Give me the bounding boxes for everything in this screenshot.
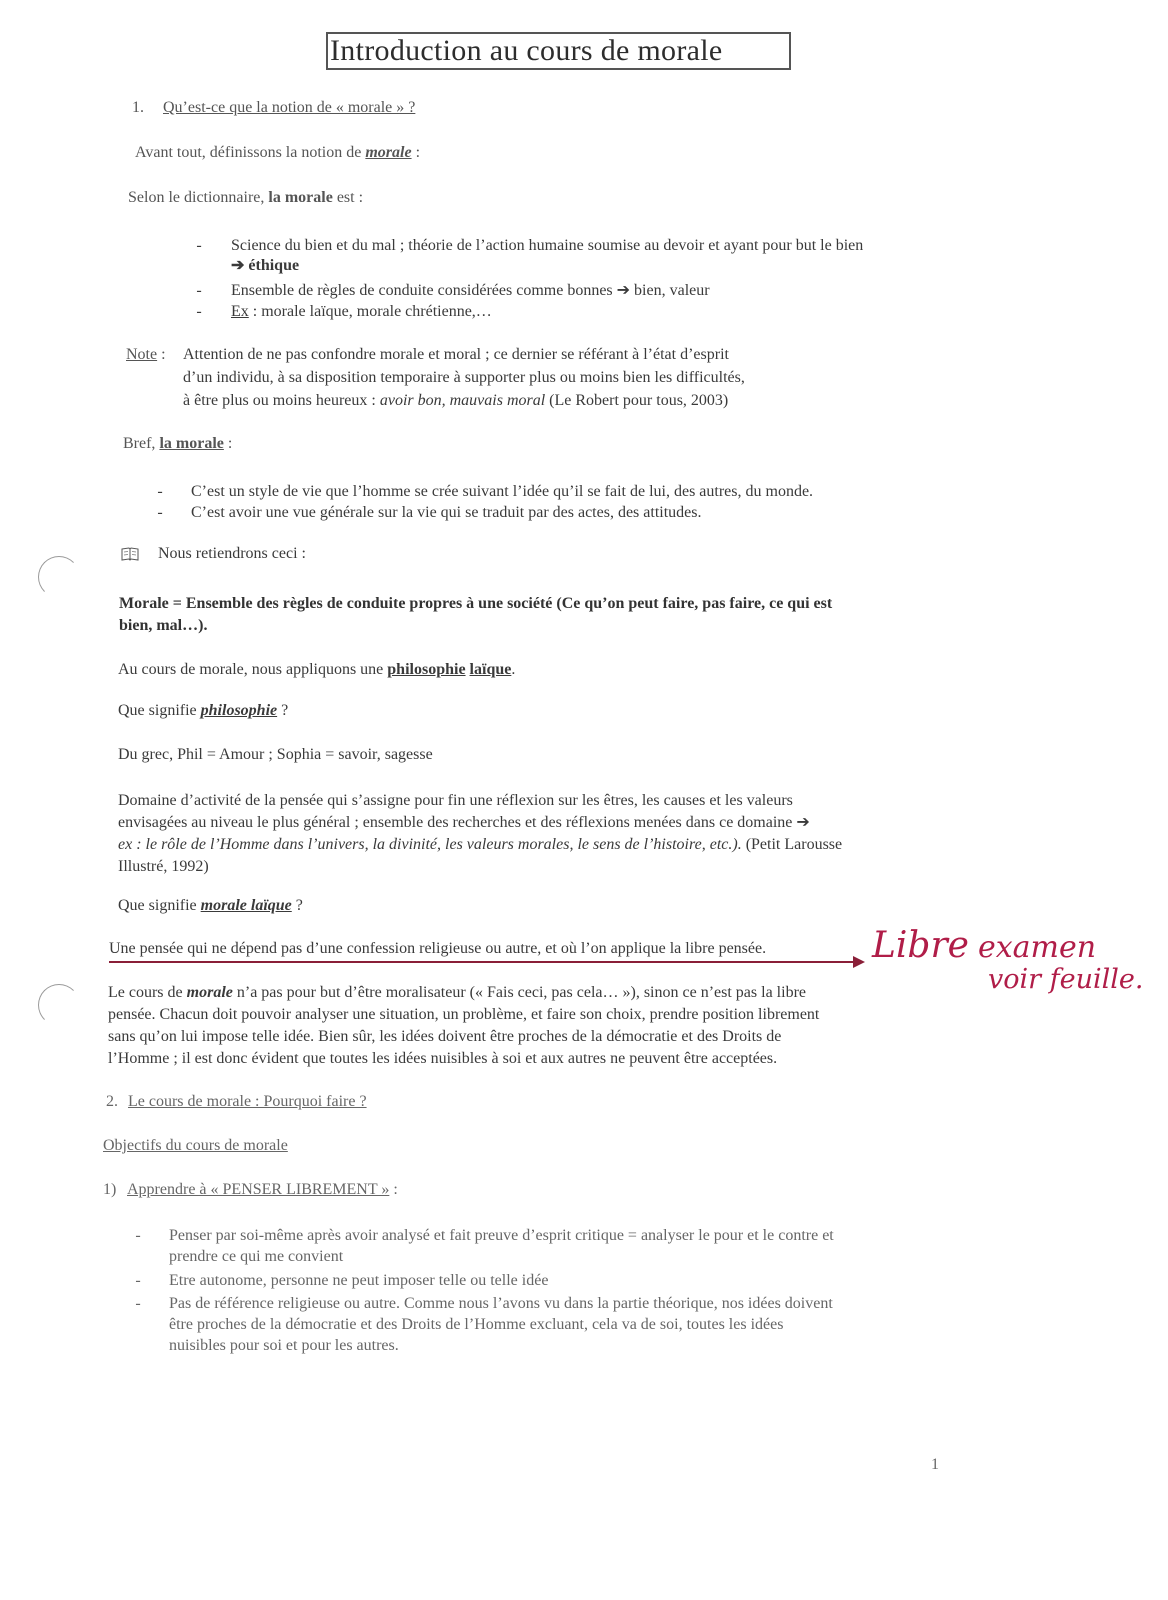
objective-1-title: Apprendre à « PENSER LIBREMENT » — [127, 1181, 390, 1198]
note-line-2: d’un individu, à sa disposition temporaire à supporter plus ou moins bien les difficultés, — [183, 369, 745, 386]
definition-bullet-3 — [231, 302, 492, 322]
dictionary-term: la morale — [268, 189, 333, 206]
bullet-dash: - — [135, 1295, 141, 1312]
morale-definition-line-2: bien, mal…). — [119, 617, 208, 634]
page-title: Introduction au cours de morale — [326, 32, 791, 70]
bullet-dash: - — [135, 1227, 141, 1244]
course-paragraph-term: morale — [186, 984, 233, 1001]
note-label-line — [126, 345, 166, 365]
domain-line-2: envisagées au niveau le plus général ; ensemble des recherches et des réflexions menées dans ce domaine ➔ — [118, 814, 810, 831]
objective-bullet-1-line-2: prendre ce qui me convient — [169, 1248, 344, 1265]
objective-1-colon: : — [389, 1181, 398, 1198]
note-line-3-example: avoir bon, mauvais moral — [379, 392, 546, 409]
objective-bullet-3-line-2: être proches de la démocratie et des Droits de l’Homme excluant, cela va de soi, toutes les idées — [169, 1316, 784, 1333]
annotation-underline — [109, 961, 853, 963]
question-laique-term: morale laïque — [200, 897, 292, 914]
course-paragraph-rest: n’a pas pour but d’être moralisateur (« Fais ceci, pas cela… »), sinon ce n’est pas la libre — [232, 984, 806, 1001]
handwritten-note-examen: examen — [978, 930, 1097, 965]
course-paragraph-text: Le cours de — [108, 984, 187, 1001]
binder-hole-top — [38, 556, 80, 598]
note-line-1: Attention de ne pas confondre morale et moral ; ce dernier se référant à l’état d’esprit — [183, 346, 729, 363]
domain-line-1: Domaine d’activité de la pensée qui s’assigne pour fin une réflexion sur les êtres, les causes et les valeurs — [118, 792, 793, 809]
bref-colon: : — [223, 435, 233, 452]
question-philosophy-text: Que signifie — [118, 702, 201, 719]
domain-line-3 — [118, 835, 842, 855]
bref-bullet-1: C’est un style de vie que l’homme se crée suivant l’idée qu’il se fait de lui, des autres, du monde. — [191, 483, 814, 500]
note-line-3 — [183, 391, 728, 411]
morale-definition-line-1: Morale = Ensemble des règles de conduite propres à une société (Ce qu’on peut faire, pas faire, ce qui est — [119, 595, 833, 612]
bullet-dash: - — [196, 282, 202, 299]
intro-line — [135, 143, 420, 163]
section-1-heading: Qu’est-ce que la notion de « morale » ? — [163, 99, 416, 116]
laique-term: laïque — [469, 661, 512, 678]
course-paragraph-line-3: sans qu’on lui impose telle idée. Bien sûr, les idées doivent être proches de la démocratie et des Droits de — [108, 1028, 782, 1045]
domain-line-4: Illustré, 1992) — [118, 858, 209, 875]
note-line-3-source: (Le Robert pour tous, 2003) — [545, 392, 729, 409]
bullet-dash: - — [157, 483, 163, 500]
question-laique-text: Que signifie — [118, 897, 201, 914]
handwritten-note-voir-feuille: voir feuille. — [988, 964, 1144, 995]
question-laique-mark: ? — [291, 897, 303, 914]
objective-1-line — [127, 1180, 398, 1200]
course-paragraph-line-1 — [108, 983, 806, 1003]
note-colon: : — [157, 346, 166, 363]
intro-term: morale — [365, 144, 412, 161]
page-number: 1 — [931, 1456, 939, 1473]
question-philosophy — [118, 701, 288, 721]
objective-bullet-1-line-1: Penser par soi-même après avoir analysé et fait preuve d’esprit critique = analyser le pour et le contre et — [169, 1227, 834, 1244]
intro-text: Avant tout, définissons la notion de — [135, 144, 366, 161]
bullet-dash: - — [196, 303, 202, 320]
example-text: : morale laïque, morale chrétienne,… — [248, 303, 492, 320]
note-line-3-text: à être plus ou moins heureux : — [183, 392, 380, 409]
bref-line — [123, 434, 232, 454]
domain-line-3-source: (Petit Larousse — [741, 836, 843, 853]
objective-bullet-2: Etre autonome, personne ne peut imposer telle ou telle idée — [169, 1272, 549, 1289]
definition-bullet-1-arrow: ➔ éthique — [231, 257, 300, 274]
section-2-number: 2. — [106, 1093, 118, 1110]
bullet-dash: - — [196, 237, 202, 254]
laique-answer: Une pensée qui ne dépend pas d’une confession religieuse ou autre, et où l’on applique la libre pensée. — [109, 940, 767, 957]
objective-bullet-3-line-3: nuisibles pour soi et pour les autres. — [169, 1337, 399, 1354]
question-philosophy-mark: ? — [277, 702, 289, 719]
bref-bullet-2: C’est avoir une vue générale sur la vie qui se traduit par des actes, des attitudes. — [191, 504, 702, 521]
dictionary-colon: est : — [332, 189, 364, 206]
bullet-dash: - — [135, 1272, 141, 1289]
bullet-dash: - — [157, 504, 163, 521]
section-2-heading: Le cours de morale : Pourquoi faire ? — [128, 1093, 367, 1110]
objectives-heading: Objectifs du cours de morale — [103, 1137, 288, 1154]
objective-1-number: 1) — [103, 1181, 117, 1198]
definition-bullet-1: Science du bien et du mal ; théorie de l’action humaine soumise au devoir et ayant pour but le bien — [231, 237, 864, 254]
retenir-line: Nous retiendrons ceci : — [158, 545, 306, 562]
annotation-arrow-head — [853, 956, 865, 968]
course-paragraph-line-4: l’Homme ; il est donc évident que toutes les idées nuisibles à soi et aux autres ne peuvent être acceptées. — [108, 1050, 778, 1067]
section-1-number: 1. — [132, 99, 144, 116]
objective-bullet-3-line-1: Pas de référence religieuse ou autre. Comme nous l’avons vu dans la partie théorique, nos idées doivent — [169, 1295, 833, 1312]
note-label: Note — [126, 346, 158, 363]
book-icon — [121, 547, 139, 561]
example-label: Ex — [231, 303, 249, 320]
binder-hole-bottom — [38, 984, 80, 1026]
dictionary-text: Selon le dictionnaire, — [128, 189, 269, 206]
dictionary-line — [128, 188, 363, 208]
intro-colon: : — [411, 144, 421, 161]
question-laique — [118, 896, 303, 916]
bref-text: Bref, — [123, 435, 160, 452]
course-paragraph-line-2: pensée. Chacun doit pouvoir analyser une situation, un problème, et faire son choix, prendre position librement — [108, 1006, 820, 1023]
bref-term: la morale — [159, 435, 224, 452]
philosophy-line-period: . — [511, 661, 516, 678]
question-philosophy-term: philosophie — [200, 702, 278, 719]
philosophy-term: philosophie — [387, 661, 466, 678]
philosophy-line — [118, 660, 515, 680]
handwritten-note-libre: Libre — [872, 925, 969, 966]
definition-bullet-2: Ensemble de règles de conduite considérées comme bonnes ➔ bien, valeur — [231, 282, 710, 299]
philosophy-line-text: Au cours de morale, nous appliquons une — [118, 661, 388, 678]
greek-origin: Du grec, Phil = Amour ; Sophia = savoir, sagesse — [118, 746, 433, 763]
domain-line-3-example: ex : le rôle de l’Homme dans l’univers, la divinité, les valeurs morales, le sens de l’histoire, etc.). — [118, 836, 742, 853]
